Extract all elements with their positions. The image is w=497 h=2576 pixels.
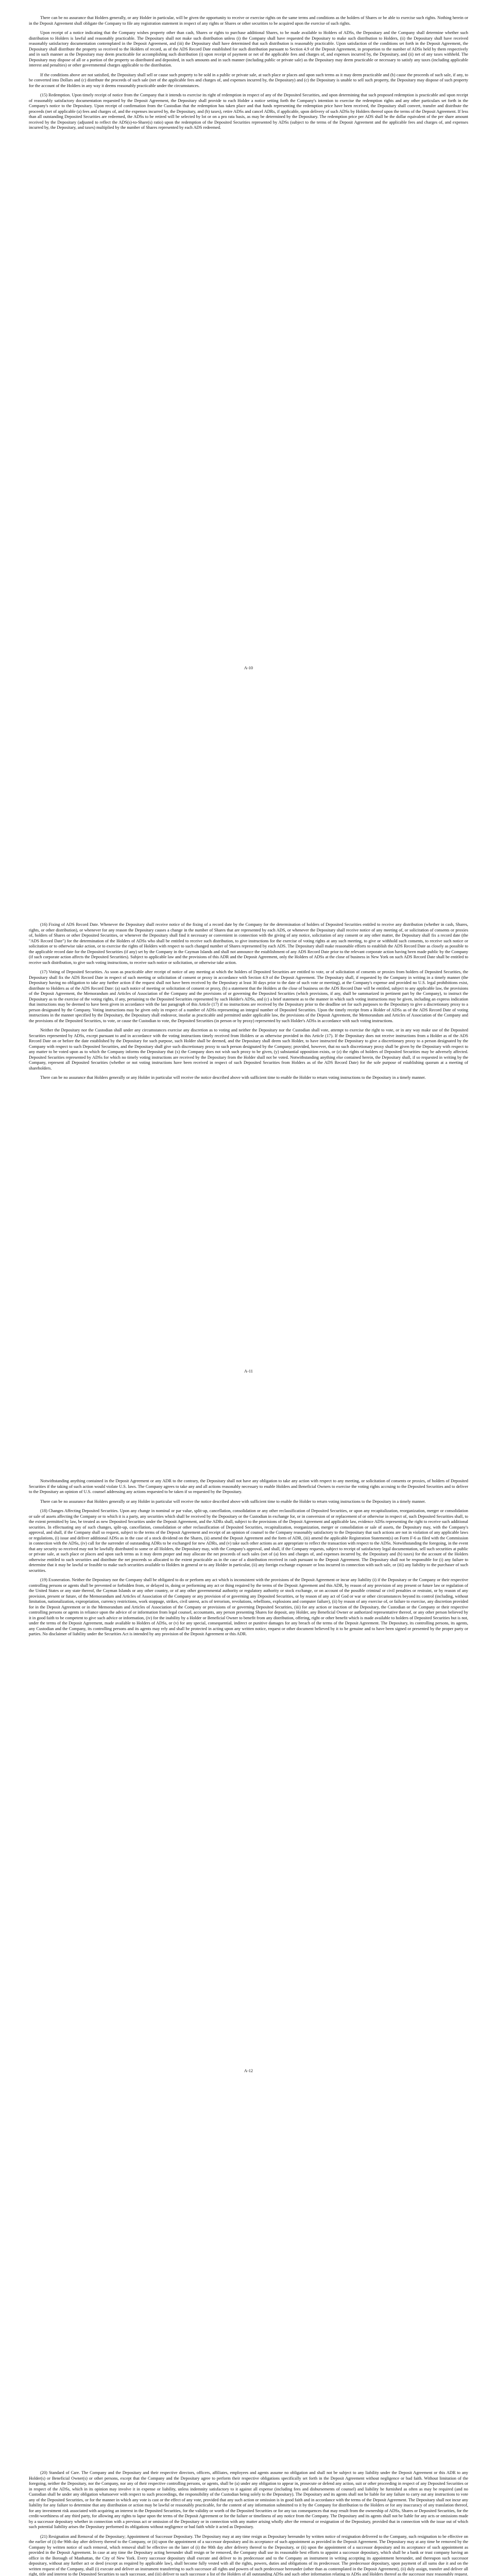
page-a13 (0, 2110, 497, 2576)
paragraph-redemption: (15) Redemption. Upon timely receipt of notice from the Company that it intends to exercise its right of redemption in respect of any of the Deposited Securities, and upon determining that such proposed redemption is practicable and upon receipt of reasonably satisfactory documentation requested by the Deposit Agreement, the Depositary shall provide to each Holder a notice setting forth the Company's intention to exercise the redemption rights and any other particulars set forth in the Company's notice to the Depositary. Upon receipt of confirmation from the Custodian that the redemption has taken place and that funds representing the redemption price have been received, the Depositary shall convert, transfer and distribute the proceeds (net of applicable (a) fees and charges of, and the expenses incurred by, the Depositary, and (b) taxes), retire ADSs and cancel ADRs, if applicable, upon delivery of such ADSs by Holders thereof upon the terms of the Deposit Agreement. If less than all outstanding Deposited Securities are redeemed, the ADSs to be retired will be selected by lot or on a pro rata basis, as may be determined by the Depositary. The redemption price per ADS shall be the dollar equivalent of the per share amount received by the Depositary (adjusted to reflect the ADS(s)-to-Share(s) ratio) upon the redemption of the Deposited Securities represented by ADSs (subject to the terms of the Deposit Agreement and the applicable fees and charges of, and expenses incurred by, the Depositary, and taxes) multiplied by the number of Shares represented by each ADS redeemed. (29, 93, 468, 130)
paragraph-resignation-removal: (21) Resignation and Removal of the Depositary; Appointment of Successor Depositary. The Depositary may at any time resign as Depositary hereunder by written notice of resignation delivered to the Company, such resignation to be effective on the earlier of (i) the 90th day after delivery thereof to the Company, or (ii) upon the appointment of a successor depositary and its acceptance of such appointment as provided in the Deposit Agreement. The Depositary may at any time be removed by the Company by written notice of such removal, which removal shall be effective on the later of (i) the 90th day after delivery thereof to the Depositary, or (ii) upon the appointment of a successor depositary and its acceptance of such appointment as provided in the Deposit Agreement. In case at any time the Depositary acting hereunder shall resign or be removed, the Company shall use its reasonable best efforts to appoint a successor depositary, which shall be a bank or trust company having an office in the Borough of Manhattan, the City of New York. Every successor depositary shall execute and deliver to its predecessor and to the Company an instrument in writing accepting its appointment hereunder, and thereupon such successor depositary, without any further act or deed (except as required by applicable law), shall become fully vested with all the rights, powers, duties and obligations of its predecessor. The predecessor depositary, upon payment of all sums due it and on the written request of the Company, shall (i) execute and deliver an instrument transferring to such successor all rights and powers of such predecessor hereunder (other than as contemplated in the Deposit Agreement), (ii) duly assign, transfer and deliver all right, title and interest to the Deposited Securities to such successor, and (iii) deliver to such successor a list of the Holders of all outstanding ADSs and such other information relating to ADSs and Holders thereof as the successor may reasonably request. (29, 2534, 468, 2576)
page-a10-text (29, 15, 468, 135)
page-number: A-10 (244, 666, 253, 670)
paragraph-voting: (17) Voting of Deposited Securities. As soon as practicable after receipt of notice of any meeting at which the holders of Deposited Securities are entitled to vote, or of solicitation of consents or proxies from holders of Deposited Securities, the Depositary shall fix the ADS Record Date in respect of such meeting or solicitation of consent or proxy in accordance with Section 4.9 of the Deposit Agreement. The Depositary shall, if requested by the Company in writing in a timely manner (the Depositary having no obligation to take any further action if the request shall not have been received by the Depositary at least 30 days prior to the date of such vote or meeting), at the Company's expense and provided no U.S. legal prohibitions exist, distribute to Holders as of the ADS Record Date: (a) such notice of meeting or solicitation of consent or proxy, (b) a statement that the Holders at the close of business on the ADS Record Date will be entitled, subject to any applicable law, the provisions of the Deposit Agreement, the Memorandum and Articles of Association of the Company and the provisions of or governing the Deposited Securities (which provisions, if any, shall be summarized in pertinent part by the Company), to instruct the Depositary as to the exercise of the voting rights, if any, pertaining to the Deposited Securities represented by such Holder's ADSs, and (c) a brief statement as to the manner in which such voting instructions may be given, including an express indication that instructions may be deemed to have been given in accordance with the last paragraph of this Article (17) if no instructions are received by the Depositary prior to the deadline set for such purposes to the Depositary to give a discretionary proxy to a person designated by the Company. Voting instructions may be given only in respect of a number of ADSs representing an integral number of Deposited Securities. Upon the timely receipt from a Holder of ADSs as of the ADS Record Date of voting instructions in the manner specified by the Depositary, the Depositary shall endeavor, insofar as practicable and permitted under applicable law, the provisions of the Deposit Agreement, the Memorandum and Articles of Association of the Company and the provisions of the Deposited Securities, to vote, or cause the Custodian to vote, the Deposited Securities (in person or by proxy) represented by such Holder's ADSs in accordance with such voting instructions. (29, 970, 468, 1023)
page-a12-text (29, 1479, 468, 1641)
paragraph: Neither the Depositary nor the Custodian shall under any circumstances exercise any discretion as to voting and neither the Depositary nor the Custodian shall vote, attempt to exercise the right to vote, or in any way make use of the Deposited Securities represented by ADSs, except pursuant to and in accordance with the voting instructions timely received from Holders or as otherwise provided in this Article (17). If the Depositary does not receive instructions from a Holder as of the ADS Record Date on or before the date established by the Depositary for such purpose, such Holder shall be deemed, and the Depositary shall deem such Holder, to have instructed the Depositary to give a discretionary proxy to a person designated by the Company with respect to such Deposited Securities, and the Depositary shall give such discretionary proxy to such person designated by the Company; provided, however, that no such discretionary proxy shall be given by the Depositary with respect to any matter to be voted upon as to which the Company informs the Depositary that (x) the Company does not wish such proxy to be given, (y) substantial opposition exists, or (z) the rights of holders of Deposited Securities may be adversely affected. Deposited Securities represented by ADSs for which no timely voting instructions are received by the Depositary from the Holder shall not be voted. Notwithstanding anything else contained herein, the Depositary shall, if so requested in writing by the Company, represent all Deposited Securities (whether or not voting instructions have been received in respect of such Deposited Securities from Holders as of the ADS Record Date) for the sole purpose of establishing quorum at a meeting of shareholders. (29, 1028, 468, 1071)
paragraph: If the conditions above are not satisfied, the Depositary shall sell or cause such property to be sold in a public or private sale, at such place or places and upon such terms as it may deem practicable and (b) cause the proceeds of such sale, if any, to be converted into Dollars and (c) distribute the proceeds of such sale (net of the applicable fees and charges of, and expenses incurred by, the Depositary) and (c) the Depositary is unable to sell such property, the Depositary may dispose of such property for the account of the Holders in any way it deems reasonably practicable under the circumstances. (29, 72, 468, 88)
page-number: A-11 (244, 1369, 253, 1374)
paragraph: Notwithstanding anything contained in the Deposit Agreement or any ADR to the contrary, the Depositary shall not have any obligation to take any action with respect to any meeting, or solicitation of consents or proxies, of holders of Deposited Securities if the taking of such action would violate U.S. laws. The Company agrees to take any and all actions reasonably necessary to enable Holders and Beneficial Owners to exercise the voting rights accruing to the Deposited Securities and to deliver to the Depositary an opinion of U.S. counsel addressing any actions requested to be taken if so requested by the Depositary. (29, 1479, 468, 1494)
paragraph: There can be no assurance that Holders generally or any Holder in particular will receive the notice described above with sufficient time to enable the Holder to return voting instructions to the Depositary in a timely manner. (40, 1075, 426, 1080)
page-number: A-12 (244, 2069, 253, 2073)
page-a13-text (29, 2470, 468, 2576)
paragraph: Upon receipt of a notice indicating that the Company wishes property other than cash, Shares or rights to purchase additional Shares, to be made available to Holders of ADSs, the Depositary and the Company shall determine whether such distribution to Holders is lawful and reasonably practicable. The Depositary shall not make such distribution unless (i) the Company shall have requested the Depositary to make such distribution to Holders, (ii) the Depositary shall have received reasonably satisfactory documentation contemplated in the Deposit Agreement, and (iii) the Depositary shall have determined that such distribution is reasonably practicable. Upon satisfaction of the conditions set forth in the Deposit Agreement, the Depositary shall distribute the property so received to the Holders of record, as of the ADS Record Date established for such distribution pursuant to Section 4.9 of the Deposit Agreement, in proportion to the number of ADSs held by them respectively and in such manner as the Depositary may deem practicable for accomplishing such distribution (i) upon receipt of payment or net of the applicable fees and charges of, and expenses incurred by, the Depositary, and (ii) net of any taxes withheld. The Depositary may dispose of all or a portion of the property so distributed and deposited, in such amounts and in such manner (including public or private sale) as the Depositary may deem practicable or necessary to satisfy any taxes (including applicable interest and penalties) or other governmental charges applicable to the distribution. (29, 30, 468, 67)
page-a11-text (29, 922, 468, 1085)
page-a11 (0, 703, 497, 1406)
paragraph: There can be no assurance that Holders generally or any Holder in particular will receive the notice described above with sufficient time to enable the Holder to return voting instructions to the Depositary in a timely manner. (40, 1499, 426, 1504)
page-a10 (0, 0, 497, 703)
paragraph-fixing-ads-record-date: (16) Fixing of ADS Record Date. Whenever the Depositary shall receive notice of the fixing of a record date by the Company for the determination of holders of Deposited Securities entitled to receive any distribution (whether in cash, Shares, rights, or other distribution), or whenever for any reason the Depositary causes a change in the number of Shares that are represented by each ADS, or whenever the Depositary shall receive notice of any meeting of, or solicitation of consents or proxies of, holders of Shares or other Deposited Securities, or whenever the Depositary shall find it necessary or convenient in connection with the giving of any notice, solicitation of any consent or any other matter, the Depositary shall fix a record date (the "ADS Record Date") for the determination of the Holders of ADSs who shall be entitled to receive such distribution, to give instructions for the exercise of voting rights at any such meeting, to give or withhold such consents, to receive such notice or solicitation or to otherwise take action, or to exercise the rights of Holders with respect to such changed number of Shares represented by each ADS. The Depositary shall make reasonable efforts to establish the ADS Record Date as closely as possible to the applicable record date for the Deposited Securities (if any) set by the Company in the Cayman Islands and shall not announce the establishment of any ADS Record Date prior to the relevant corporate action having been made public by the Company (if such corporate action affects the Deposited Securities). Subject to applicable law and the provisions of this ADR and the Deposit Agreement, only the Holders of ADSs at the close of business in New York on such ADS Record Date shall be entitled to receive such distribution, to give such voting instructions, to receive such notice or solicitation, or otherwise take action. (29, 922, 468, 965)
paragraph-changes-deposited-securities: (18) Changes Affecting Deposited Securities. Upon any change in nominal or par value, split-up, cancellation, consolidation or any other reclassification of Deposited Securities, or upon any recapitalization, reorganization, merger or consolidation or sale of assets affecting the Company or to which it is a party, any securities which shall be received by the Depositary or the Custodian in exchange for, or in conversion of or replacement of or otherwise in respect of, such Deposited Securities shall, to the extent permitted by law, be treated as new Deposited Securities under the Deposit Agreement, and the ADRs shall, subject to the provisions of the Deposit Agreement and applicable law, evidence ADSs representing the right to receive such additional securities. In effectuating any of such changes, split-up, cancellation, consolidation or other reclassification of Deposited Securities, recapitalization, reorganization, merger or consolidation or sale of assets, the Depositary may, with the Company's approval, and shall, if the Company shall so request, subject to the terms of the Deposit Agreement and receipt of an opinion of counsel to the Company reasonably satisfactory to the Depositary that such actions are not in violation of any applicable laws or regulations, (i) issue and deliver additional ADSs as in the case of a stock dividend on the Shares, (ii) amend the Deposit Agreement and the form of ADR, (iii) amend the applicable Registration Statement(s) on Form F-6 as filed with the Commission in connection with the ADSs, (iv) call for the surrender of outstanding ADRs to be exchanged for new ADRs, and (v) take such other actions as are appropriate to reflect the transaction with respect to the ADSs. Notwithstanding the foregoing, in the event that any security so received may not be lawfully distributed to some or all Holders, the Depositary may, with the Company's approval, and shall, if the Company requests, subject to receipt of satisfactory legal documentation, sell such securities at public or private sale, at such place or places and upon such terms as it may deem proper and may allocate the net proceeds of such sales (net of (a) fees and charges of, and expenses incurred by, the Depositary and (b) taxes) for the account of the Holders otherwise entitled to such securities and distribute the net proceeds so allocated to the extent practicable as in the case of a distribution received in cash pursuant to the Deposit Agreement. The Depositary shall not be responsible for (i) any failure to determine that it may be lawful or feasible to make such securities available to Holders in general or to any Holder in particular, (ii) any foreign exchange exposure or loss incurred in connection with such sale, or (iii) any liability to the purchaser of such securities. (29, 1509, 468, 1573)
paragraph-standard-of-care: (20) Standard of Care. The Company and the Depositary and their respective directors, officers, affiliates, employees and agents assume no obligation and shall not be subject to any liability under the Deposit Agreement or this ADR to any Holder(s) or Beneficial Owner(s) or other persons, except that the Company and the Depositary agree to perform their respective obligations specifically set forth in the Deposit Agreement without negligence or bad faith. Without limitation of the foregoing, neither the Depositary, nor the Company, nor any of their respective controlling persons, or agents, shall be (a) under any obligation to appear in, prosecute or defend any action, suit or other proceeding in respect of any Deposited Securities or in respect of the ADSs, which in its opinion may involve it in expense or liability, unless indemnity satisfactory to it against all expense (including fees and disbursements of counsel) and liability be furnished as often as may be required (and no Custodian shall be under any obligation whatsoever with respect to such proceedings, the responsibility of the Custodian being solely to the Depositary). The Depositary and its agents shall not be liable for any failure to carry out any instructions to vote any of the Deposited Securities, or for the manner in which any vote is cast or the effect of any vote, provided that any such action or omission is in good faith and in accordance with the terms of the Deposit Agreement. The Depositary shall not incur any liability for any failure to determine that any distribution or action may be lawful or reasonably practicable, for the content of any information submitted to it by the Company for distribution to the Holders or for any inaccuracy of any translation thereof, for any investment risk associated with acquiring an interest in the Deposited Securities, for the validity or worth of the Deposited Securities or for any tax consequences that may result from the ownership of ADSs, Shares or Deposited Securities, for the credit-worthiness of any third party, for allowing any rights to lapse upon the terms of the Deposit Agreement or for the failure or timeliness of any notice from the Company. The Depositary and its agents shall not be liable for any acts or omissions made by a successor depositary whether in connection with a previous act or omission of the Depositary or in connection with any matter arising wholly after the removal or resignation of the Depositary, provided that in connection with the issue out of which such potential liability arises the Depositary performed its obligations without negligence or bad faith while it acted as Depositary. (29, 2470, 468, 2529)
page-a12 (0, 1406, 497, 2110)
paragraph: There can be no assurance that Holders generally, or any Holder in particular, will be given the opportunity to receive or exercise rights on the same terms and conditions as the holders of Shares or be able to exercise such rights. Nothing herein or in the Deposit Agreement shall obligate the Company to file any registration statement in respect of any rights or Shares or other securities to be acquired upon the exercise of such rights. (29, 15, 468, 26)
paragraph-exoneration: (19) Exoneration. Neither the Depositary nor the Company shall be obligated to do or perform any act which is inconsistent with the provisions of the Deposit Agreement or incur any liability (i) if the Depositary or the Company or their respective controlling persons or agents shall be prevented or forbidden from, or delayed in, doing or performing any act or thing required by the terms of the Deposit Agreement and this ADR, by reason of any provision of any present or future law or regulation of the United States or any state thereof, the Cayman Islands or any other country, or of any other governmental authority or regulatory authority or stock exchange, or on account of the possible criminal or civil penalties or restraint, or by reason of any provision, present or future, of the Memorandum and Articles of Association of the Company or any provision of or governing any Deposited Securities, or by reason of any act of God or war or other circumstances beyond its control (including, without limitation, nationalization, expropriation, currency restrictions, work stoppage, strikes, civil unrest, acts of terrorism, revolutions, rebellions, explosions and computer failure), (ii) by reason of any exercise of, or failure to exercise, any discretion provided for in the Deposit Agreement or in the Memorandum and Articles of Association of the Company or provisions of or governing Deposited Securities, (iii) for any action or inaction of the Depositary, the Custodian or the Company or their respective controlling persons or agents in reliance upon the advice of or information from legal counsel, accountants, any person presenting Shares for deposit, any Holder, any Beneficial Owner or authorized representative thereof, or any other person believed by it in good faith to be competent to give such advice or information, (iv) for the inability by a Holder or Beneficial Owner to benefit from any distribution, offering, right or other benefit which is made available to holders of Deposited Securities but is not, under the terms of the Deposit Agreement, made available to Holders of ADSs, or (v) for any special, consequential, indirect or punitive damages for any breach of the terms of the Deposit Agreement. The Depositary, its controlling persons, its agents, any Custodian and the Company, its controlling persons and its agents may rely and shall be protected in acting upon any written notice, request or other document believed by it to be genuine and to have been signed or presented by the proper party or parties. No disclaimer of liability under the Securities Act is intended by any provision of the Deposit Agreement or this ADR. (29, 1578, 468, 1636)
